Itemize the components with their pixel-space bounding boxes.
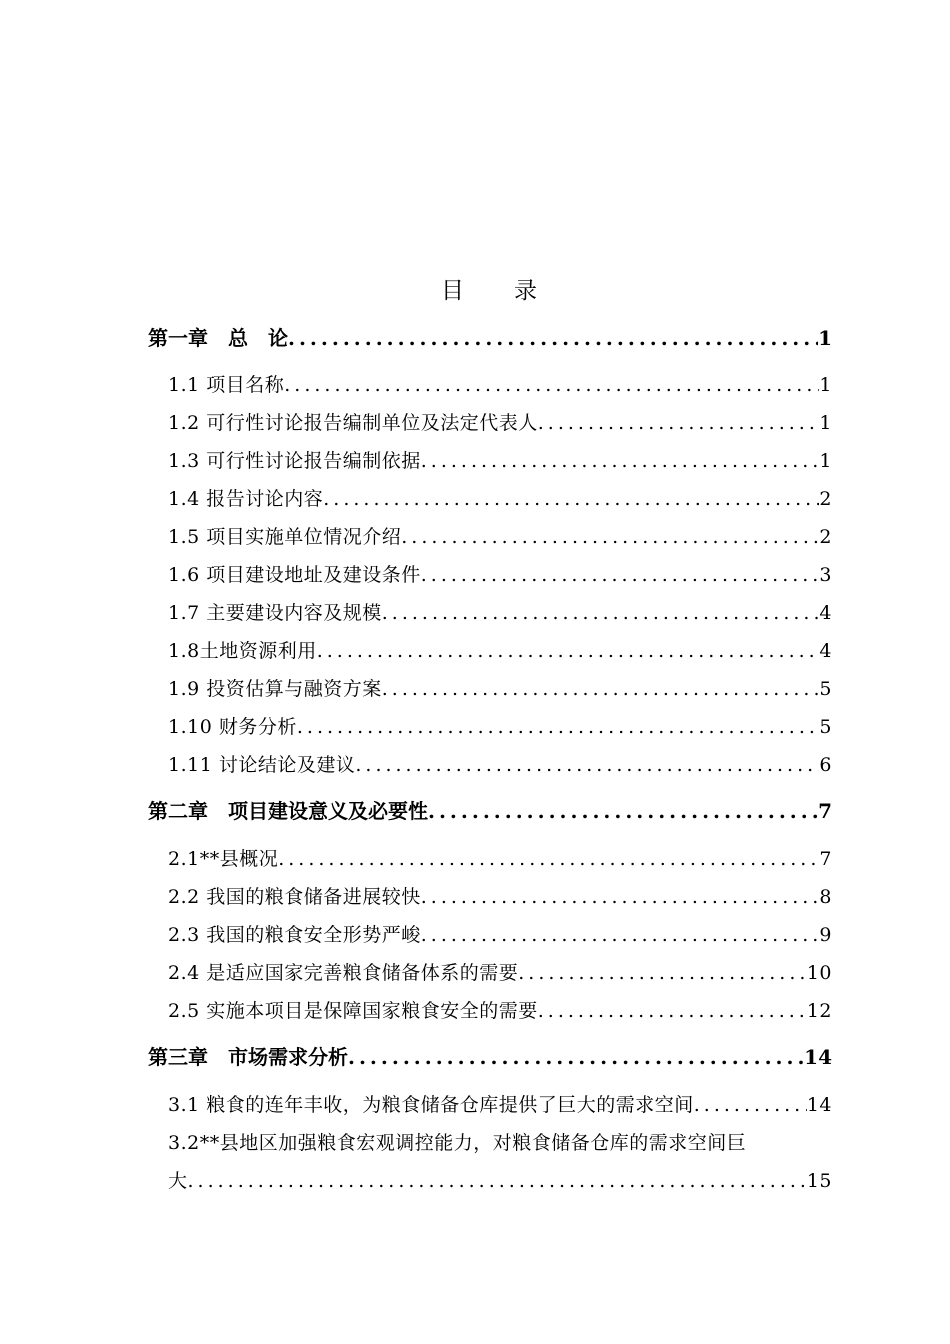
- toc-entry-page: 3: [819, 564, 832, 586]
- dot-leader: [297, 711, 820, 743]
- toc-entry-label: 第二章 项目建设意义及必要性: [148, 799, 428, 823]
- toc-entry-1-5[interactable]: [168, 521, 832, 553]
- toc-entry-page: 5: [819, 678, 832, 700]
- toc-entry-2-1[interactable]: [168, 843, 832, 875]
- toc-entry-chapter-3[interactable]: [148, 1041, 832, 1073]
- toc-entry-label: 1.7 主要建设内容及规模: [168, 602, 382, 624]
- toc-entry-label: 1.2 可行性讨论报告编制单位及法定代表人: [168, 412, 538, 434]
- toc-entry-label-continued: 大: [168, 1170, 188, 1192]
- toc-entry-1-7[interactable]: [168, 597, 832, 629]
- toc-entry-page: 14: [806, 1094, 832, 1116]
- dot-leader: [355, 749, 819, 781]
- toc-entry-page: 8: [819, 886, 832, 908]
- toc-entry-label: 2.5 实施本项目是保障国家粮食安全的需要: [168, 1000, 538, 1022]
- toc-entry-label: 2.3 我国的粮食安全形势严峻: [168, 924, 421, 946]
- toc-entry-label: 第一章 总 论: [148, 326, 288, 350]
- toc-entry-label: 2.2 我国的粮食储备进展较快: [168, 886, 421, 908]
- toc-entry-1-3[interactable]: [168, 445, 832, 477]
- dot-leader: [538, 407, 820, 439]
- toc-entry-2-2[interactable]: [168, 881, 832, 913]
- dot-leader: [538, 995, 807, 1027]
- dot-leader: [694, 1089, 807, 1121]
- toc-entry-2-3[interactable]: [168, 919, 832, 951]
- toc-entry-3-2-continued[interactable]: [168, 1165, 832, 1197]
- toc-entry-2-4[interactable]: [168, 957, 832, 989]
- dot-leader: [421, 881, 820, 913]
- toc-entry-label: 1.4 报告讨论内容: [168, 488, 324, 510]
- dot-leader: [188, 1165, 807, 1197]
- dot-leader: [518, 957, 807, 989]
- toc-entry-chapter-1[interactable]: [148, 322, 832, 354]
- toc-entry-page: 1: [818, 326, 832, 350]
- toc-entry-1-11[interactable]: [168, 749, 832, 781]
- dot-leader: [428, 795, 818, 827]
- toc-entry-label: 1.10 财务分析: [168, 716, 297, 738]
- toc-entry-page: 5: [819, 716, 832, 738]
- toc-entry-1-4[interactable]: [168, 483, 832, 515]
- toc-entry-page: 1: [819, 450, 832, 472]
- toc-entry-page: 2: [819, 526, 832, 548]
- toc-entry-1-2[interactable]: [168, 407, 832, 439]
- toc-entry-page: 9: [819, 924, 832, 946]
- toc-entry-1-9[interactable]: [168, 673, 832, 705]
- dot-leader: [348, 1041, 804, 1073]
- toc-entry-page: 6: [819, 754, 832, 776]
- toc-entry-3-2[interactable]: [168, 1127, 832, 1159]
- toc-entry-page: 4: [819, 640, 832, 662]
- toc-entry-label: 第三章 市场需求分析: [148, 1045, 348, 1069]
- toc-entry-page: 7: [818, 799, 832, 823]
- dot-leader: [421, 919, 820, 951]
- dot-leader: [421, 559, 820, 591]
- dot-leader: [317, 635, 820, 667]
- dot-leader: [401, 521, 819, 553]
- toc-entry-label: 1.1 项目名称: [168, 374, 285, 396]
- toc-entry-page: 2: [819, 488, 832, 510]
- toc-entry-1-6[interactable]: [168, 559, 832, 591]
- dot-leader: [323, 483, 819, 515]
- toc-entry-label: 1.6 项目建设地址及建设条件: [168, 564, 421, 586]
- dot-leader: [278, 843, 819, 875]
- toc-entry-label: 1.11 讨论结论及建议: [168, 754, 356, 776]
- toc-entry-page: 1: [819, 412, 832, 434]
- toc-entry-page: 1: [819, 374, 832, 396]
- toc-entry-1-10[interactable]: [168, 711, 832, 743]
- dot-leader: [288, 322, 818, 354]
- dot-leader: [284, 369, 819, 401]
- toc-entry-page: 7: [819, 848, 832, 870]
- toc-entry-label: 2.1**县概况: [168, 848, 279, 870]
- toc-entry-page: 10: [806, 962, 832, 984]
- toc-entry-3-1[interactable]: [168, 1089, 832, 1121]
- toc-entry-label: 1.9 投资估算与融资方案: [168, 678, 382, 700]
- toc-entry-chapter-2[interactable]: [148, 795, 832, 827]
- toc-entry-label: 1.5 项目实施单位情况介绍: [168, 526, 402, 548]
- toc-entry-label: 1.3 可行性讨论报告编制依据: [168, 450, 421, 472]
- toc-title: 目 录: [441, 278, 539, 304]
- toc-entry-1-1[interactable]: [168, 369, 832, 401]
- toc-entry-label: 1.8土地资源利用: [168, 640, 317, 662]
- dot-leader: [421, 445, 820, 477]
- toc-entry-page: 14: [804, 1045, 832, 1069]
- toc-entry-1-8[interactable]: [168, 635, 832, 667]
- dot-leader: [382, 673, 820, 705]
- toc-entry-label: 3.2**县地区加强粮食宏观调控能力，对粮食储备仓库的需求空间巨: [168, 1132, 747, 1154]
- toc-entry-page: 12: [806, 1000, 832, 1022]
- toc-entry-label: 2.4 是适应国家完善粮食储备体系的需要: [168, 962, 519, 984]
- toc-entry-page: 15: [806, 1170, 832, 1192]
- dot-leader: [382, 597, 820, 629]
- toc-entry-page: 4: [819, 602, 832, 624]
- toc-entry-label: 3.1 粮食的连年丰收，为粮食储备仓库提供了巨大的需求空间: [168, 1094, 694, 1116]
- toc-entry-2-5[interactable]: [168, 995, 832, 1027]
